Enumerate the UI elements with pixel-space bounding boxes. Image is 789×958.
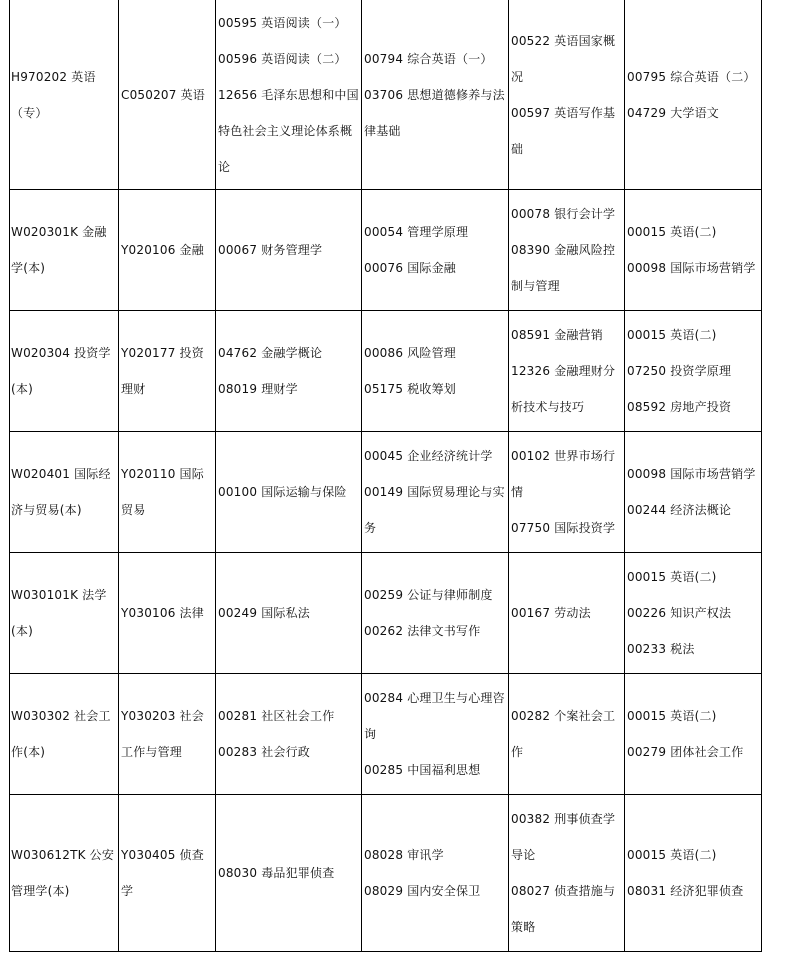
table-cell <box>119 190 216 311</box>
cell-text: 00015 英语(二) <box>627 328 717 342</box>
table-cell <box>10 311 119 432</box>
cell-text: 00522 英语国家概况 <box>511 33 616 84</box>
table-cell <box>119 0 216 190</box>
cell-text: 00100 国际运输与保险 <box>218 485 347 499</box>
table-cell <box>625 553 762 674</box>
course-table <box>9 0 762 952</box>
cell-text: 12656 毛泽东思想和中国特色社会主义理论体系概论 <box>218 87 359 174</box>
cell-text: Y020106 金融 <box>121 243 204 257</box>
table-cell <box>10 432 119 553</box>
cell-text: 08592 房地产投资 <box>627 400 732 414</box>
table-row <box>10 0 762 190</box>
table-cell <box>509 190 625 311</box>
table-cell <box>216 311 362 432</box>
cell-text: 00595 英语阅读（一） <box>218 15 347 30</box>
cell-text: 00285 中国福利思想 <box>364 763 481 777</box>
table-cell <box>509 432 625 553</box>
table-cell <box>119 311 216 432</box>
table-cell <box>625 432 762 553</box>
cell-text: Y020177 投资理财 <box>121 346 204 396</box>
cell-text: Y030203 社会工作与管理 <box>121 709 204 759</box>
cell-text: W030101K 法学(本) <box>11 588 107 638</box>
cell-text: 00167 劳动法 <box>511 606 591 620</box>
table-cell <box>362 553 509 674</box>
cell-text: 08028 审讯学 <box>364 848 444 862</box>
cell-text: 03706 思想道德修养与法律基础 <box>364 87 505 138</box>
cell-text: W020301K 金融学(本) <box>11 225 107 275</box>
table-cell <box>216 795 362 952</box>
table-cell <box>509 795 625 952</box>
table-row <box>10 674 762 795</box>
cell-text: 00249 国际私法 <box>218 606 310 620</box>
table-cell <box>10 0 119 190</box>
table-cell <box>216 190 362 311</box>
cell-text: 00098 国际市场营销学 <box>627 261 756 275</box>
table-cell <box>362 795 509 952</box>
cell-text: W020401 国际经济与贸易(本) <box>11 467 111 517</box>
cell-text: 00283 社会行政 <box>218 745 310 759</box>
table-cell <box>362 432 509 553</box>
cell-text: 00086 风险管理 <box>364 346 456 360</box>
cell-text: H970202 英语（专） <box>11 69 96 120</box>
cell-text: 00015 英语(二) <box>627 225 717 239</box>
cell-text: 00244 经济法概论 <box>627 503 732 517</box>
table-cell <box>509 674 625 795</box>
cell-text: 07250 投资学原理 <box>627 364 732 378</box>
cell-text: 00596 英语阅读（二） <box>218 51 347 66</box>
cell-text: 00226 知识产权法 <box>627 606 732 620</box>
cell-text: 00098 国际市场营销学 <box>627 467 756 481</box>
course-table-body <box>10 0 762 952</box>
cell-text: Y030106 法律 <box>121 606 204 620</box>
table-cell <box>509 311 625 432</box>
cell-text: 00281 社区社会工作 <box>218 709 335 723</box>
cell-text: Y020110 国际贸易 <box>121 467 204 517</box>
cell-text: 08027 侦查措施与策略 <box>511 884 616 934</box>
cell-text: 08390 金融风险控制与管理 <box>511 243 616 293</box>
table-cell <box>119 553 216 674</box>
table-cell <box>10 553 119 674</box>
cell-text: 00015 英语(二) <box>627 848 717 862</box>
cell-text: 00233 税法 <box>627 642 695 656</box>
table-cell <box>362 0 509 190</box>
cell-text: 00382 刑事侦查学导论 <box>511 812 616 862</box>
cell-text: 00076 国际金融 <box>364 261 456 275</box>
cell-text: 00262 法律文书写作 <box>364 624 481 638</box>
cell-text: 08591 金融营销 <box>511 328 603 342</box>
cell-text: W030302 社会工作(本) <box>11 709 111 759</box>
cell-text: C050207 英语 <box>121 87 206 102</box>
cell-text: 04762 金融学概论 <box>218 346 323 360</box>
cell-text: 08029 国内安全保卫 <box>364 884 481 898</box>
cell-text: 00149 国际贸易理论与实务 <box>364 485 505 535</box>
table-cell <box>509 0 625 190</box>
table-cell <box>216 432 362 553</box>
cell-text: 07750 国际投资学 <box>511 521 616 535</box>
cell-text: 00259 公证与律师制度 <box>364 588 493 602</box>
cell-text: 00284 心理卫生与心理咨询 <box>364 691 505 741</box>
table-cell <box>10 674 119 795</box>
table-cell <box>509 553 625 674</box>
cell-text: 00045 企业经济统计学 <box>364 449 493 463</box>
table-cell <box>216 0 362 190</box>
cell-text: 00282 个案社会工作 <box>511 709 616 759</box>
cell-text: 00054 管理学原理 <box>364 225 469 239</box>
cell-text: 00015 英语(二) <box>627 709 717 723</box>
table-cell <box>119 674 216 795</box>
table-cell <box>362 674 509 795</box>
cell-text: W020304 投资学(本) <box>11 346 111 396</box>
cell-text: 00279 团体社会工作 <box>627 745 744 759</box>
table-cell <box>10 795 119 952</box>
table-cell <box>625 795 762 952</box>
table-cell <box>625 311 762 432</box>
cell-text: 08030 毒品犯罪侦查 <box>218 866 335 880</box>
cell-text: 05175 税收筹划 <box>364 382 456 396</box>
table-cell <box>362 190 509 311</box>
table-row <box>10 432 762 553</box>
table-cell <box>10 190 119 311</box>
table-cell <box>625 674 762 795</box>
cell-text: 00102 世界市场行情 <box>511 449 616 499</box>
cell-text: 12326 金融理财分析技术与技巧 <box>511 364 616 414</box>
table-cell <box>119 432 216 553</box>
cell-text: 00794 综合英语（一） <box>364 51 493 66</box>
table-cell <box>625 0 762 190</box>
cell-text: 00597 英语写作基础 <box>511 105 616 156</box>
table-cell <box>216 553 362 674</box>
cell-text: W030612TK 公安管理学(本) <box>11 848 115 898</box>
cell-text: 00078 银行会计学 <box>511 207 616 221</box>
cell-text: Y030405 侦查学 <box>121 848 204 898</box>
cell-text: 00795 综合英语（二） <box>627 69 756 84</box>
cell-text: 08031 经济犯罪侦查 <box>627 884 744 898</box>
table-row <box>10 795 762 952</box>
table-cell <box>625 190 762 311</box>
table-cell <box>362 311 509 432</box>
cell-text: 04729 大学语文 <box>627 105 719 120</box>
table-row <box>10 553 762 674</box>
cell-text: 00015 英语(二) <box>627 570 717 584</box>
table-cell <box>216 674 362 795</box>
cell-text: 08019 理财学 <box>218 382 298 396</box>
table-row <box>10 190 762 311</box>
cell-text: 00067 财务管理学 <box>218 243 323 257</box>
table-cell <box>119 795 216 952</box>
table-row <box>10 311 762 432</box>
